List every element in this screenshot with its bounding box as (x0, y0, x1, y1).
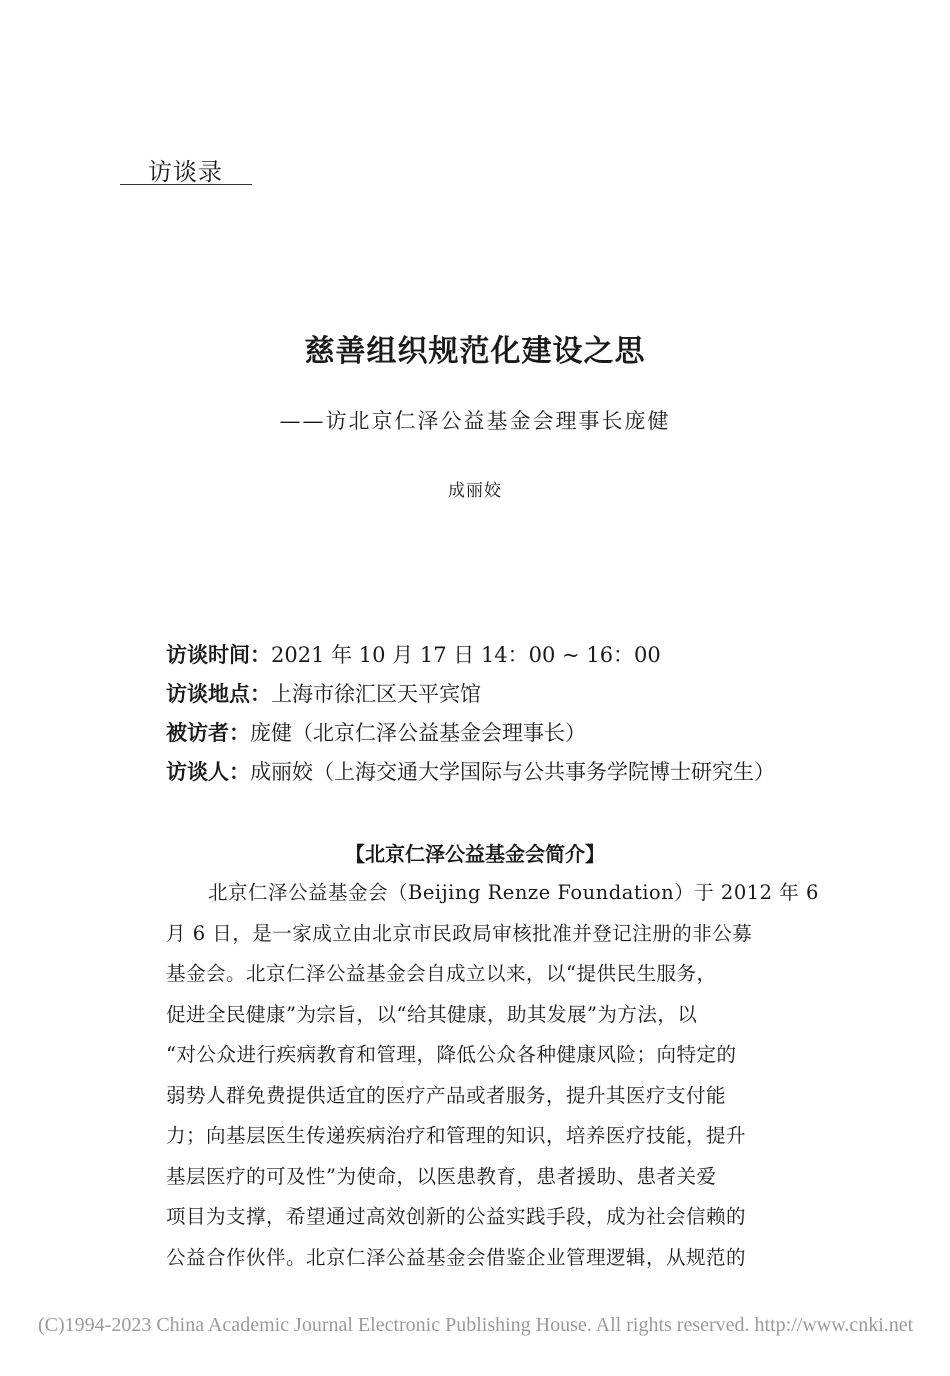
interviewer-value: 成丽姣（上海交通大学国际与公共事务学院博士研究生） (250, 760, 775, 784)
interview-location-row (166, 679, 846, 718)
interview-time-label: 访谈时间： (166, 643, 271, 667)
interviewee-row (166, 718, 846, 757)
intro-line: 北京仁泽公益基金会（Beijing Renze Foundation）于 2012 年 6 (208, 881, 819, 904)
intro-line: 项目为支撑，希望通过高效创新的公益实践手段，成为社会信赖的 (166, 1205, 747, 1228)
intro-line: 公益合作伙伴。北京仁泽公益基金会借鉴企业管理逻辑，从规范的 (166, 1245, 747, 1269)
intro-line: 弱势人群免费提供适宜的医疗产品或者服务，提升其医疗支付能 (166, 1083, 727, 1107)
section-rule (120, 184, 252, 185)
interview-info (166, 640, 846, 796)
interviewee-label: 被访者： (166, 721, 250, 745)
section-label: 访谈录 (148, 158, 223, 186)
intro-line: 促进全民健康”为宗旨，以“给其健康，助其发展”为方法，以 (166, 1002, 698, 1026)
intro-heading: 【北京仁泽公益基金会简介】 (345, 842, 605, 866)
article-title: 慈善组织规范化建设之思 (304, 334, 646, 369)
article-subtitle: ——访北京仁泽公益基金会理事长庞健 (279, 409, 671, 433)
interview-time-row (166, 640, 846, 679)
intro-line: 基金会。北京仁泽公益基金会自成立以来，以“提供民生服务， (166, 962, 717, 985)
intro-body (166, 873, 830, 1278)
intro-line: 基层医疗的可及性”为使命，以医患教育，患者援助、患者关爱 (166, 1164, 717, 1188)
intro-line: “对公众进行疾病教育和管理，降低公众各种健康风险；向特定的 (166, 1043, 737, 1066)
interview-time-value: 2021 年 10 月 17 日 14：00 ~ 16：00 (271, 643, 661, 667)
intro-line: 力；向基层医生传递疾病治疗和管理的知识，培养医疗技能，提升 (166, 1124, 747, 1147)
interviewer-row (166, 757, 846, 796)
article-author: 成丽姣 (448, 481, 502, 501)
interviewer-label: 访谈人： (166, 760, 250, 784)
interview-location-value: 上海市徐汇区天平宾馆 (271, 682, 481, 706)
interview-location-label: 访谈地点： (166, 682, 271, 706)
copyright-footer: (C)1994-2023 China Academic Journal Electronic Publishing House. All rights reserved. http://www.cnki.net (38, 1314, 914, 1336)
intro-line: 月 6 日，是一家成立由北京市民政局审核批准并登记注册的非公募 (166, 921, 753, 945)
interviewee-value: 庞健（北京仁泽公益基金会理事长） (250, 721, 586, 745)
